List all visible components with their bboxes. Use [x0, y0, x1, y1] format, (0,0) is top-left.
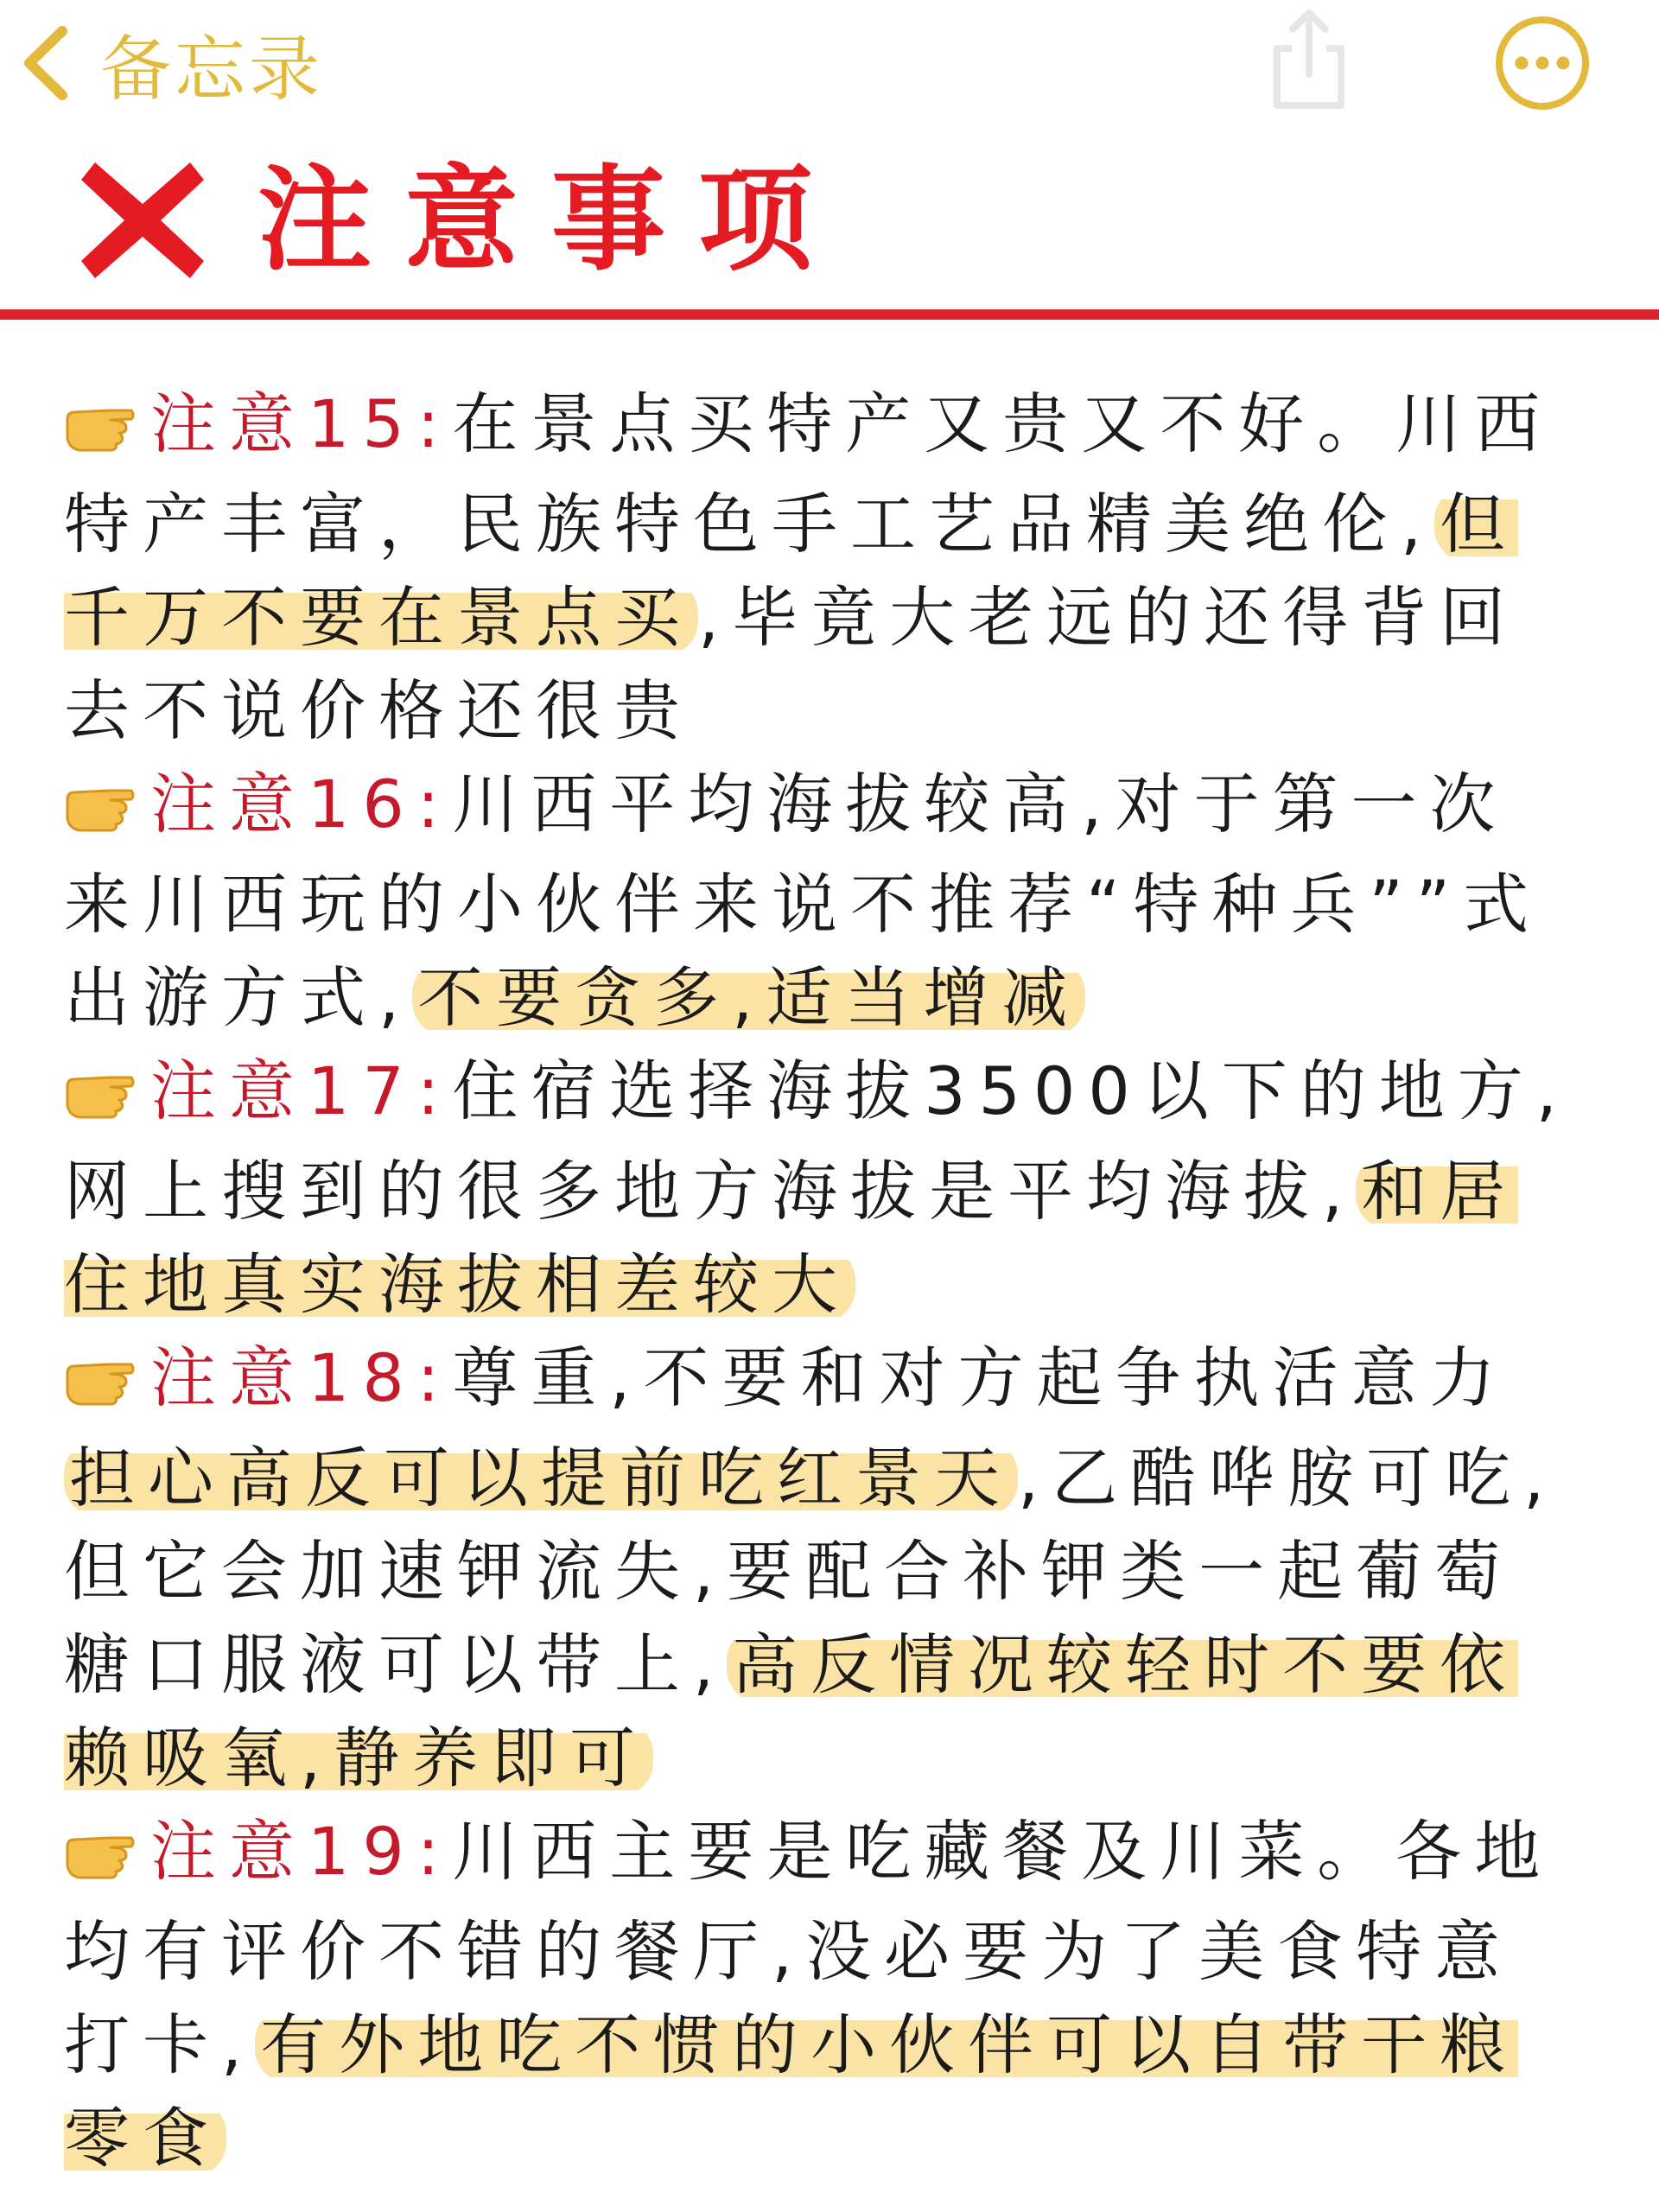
note-item: [64, 378, 1585, 758]
back-button[interactable]: [19, 16, 323, 111]
note-text: 川西平均海拔较高,对于第一次来川西玩的小伙伴来说不推荐“特种兵””式出游方式,: [64, 766, 1542, 1036]
pointing-hand-icon: [64, 1338, 135, 1432]
note-label: 注意19:: [150, 1813, 453, 1890]
note-text: ,乙酷哗胺可吃,但它会加速钾流失,要配合补钾类一起葡萄糖口服液可以带上,: [64, 1440, 1558, 1703]
note-item: [64, 1332, 1585, 1805]
highlighted-text: 不要贪多,适当增减: [412, 959, 1085, 1036]
highlighted-text: 担心高反可以提前吃红景天: [64, 1440, 1018, 1516]
note-text: 住宿选择海拔3500以下的地方,网上搜到的很多地方海拔是平均海拔,: [64, 1052, 1570, 1230]
highlighted-text: 但千万不要在景点买: [64, 486, 1519, 656]
page-title: 注意事项: [257, 154, 845, 287]
note-text: 在景点买特产又贵又不好。川西特产丰富，民族特色手工艺品精美绝伦,: [64, 385, 1554, 563]
more-icon: [1493, 14, 1592, 112]
note-item: [64, 1805, 1585, 2185]
back-label: 备忘录: [100, 28, 324, 111]
pointing-hand-icon: [64, 1812, 135, 1905]
notes-list: [64, 378, 1585, 2185]
cross-mark-icon: [78, 156, 207, 285]
pointing-hand-icon: [64, 1052, 135, 1145]
pointing-hand-icon: [64, 765, 135, 858]
highlighted-text: 高反情况较轻时不要依赖吸氧,静养即可: [64, 1626, 1519, 1796]
note-text: ,毕竟大老远的还得背回去不说价格还很贵: [64, 579, 1519, 749]
highlighted-text: 和居住地真实海拔相差较大: [64, 1153, 1519, 1323]
note-label: 注意18:: [150, 1339, 453, 1416]
nav-bar: [0, 0, 1659, 138]
title-divider: [0, 309, 1659, 320]
note-label: 注意17:: [150, 1052, 453, 1129]
highlighted-text: 有外地吃不惯的小伙伴可以自带干粮零食: [64, 2006, 1519, 2177]
share-icon: [1262, 3, 1357, 116]
note-text: 尊重,不要和对方起争执活意力: [452, 1339, 1509, 1416]
note-text: 川西主要是吃藏餐及川菜。各地均有评价不错的餐厅,没必要为了美食特意打卡,: [64, 1813, 1554, 2083]
title-row: [78, 156, 845, 285]
note-item: [64, 1045, 1585, 1332]
note-item: [64, 758, 1585, 1045]
note-label: 注意16:: [150, 766, 453, 842]
chevron-left-icon: [19, 24, 71, 102]
more-button[interactable]: [1493, 14, 1592, 112]
pointing-hand-icon: [64, 385, 135, 478]
note-label: 注意15:: [150, 385, 453, 462]
share-button[interactable]: [1262, 3, 1357, 116]
